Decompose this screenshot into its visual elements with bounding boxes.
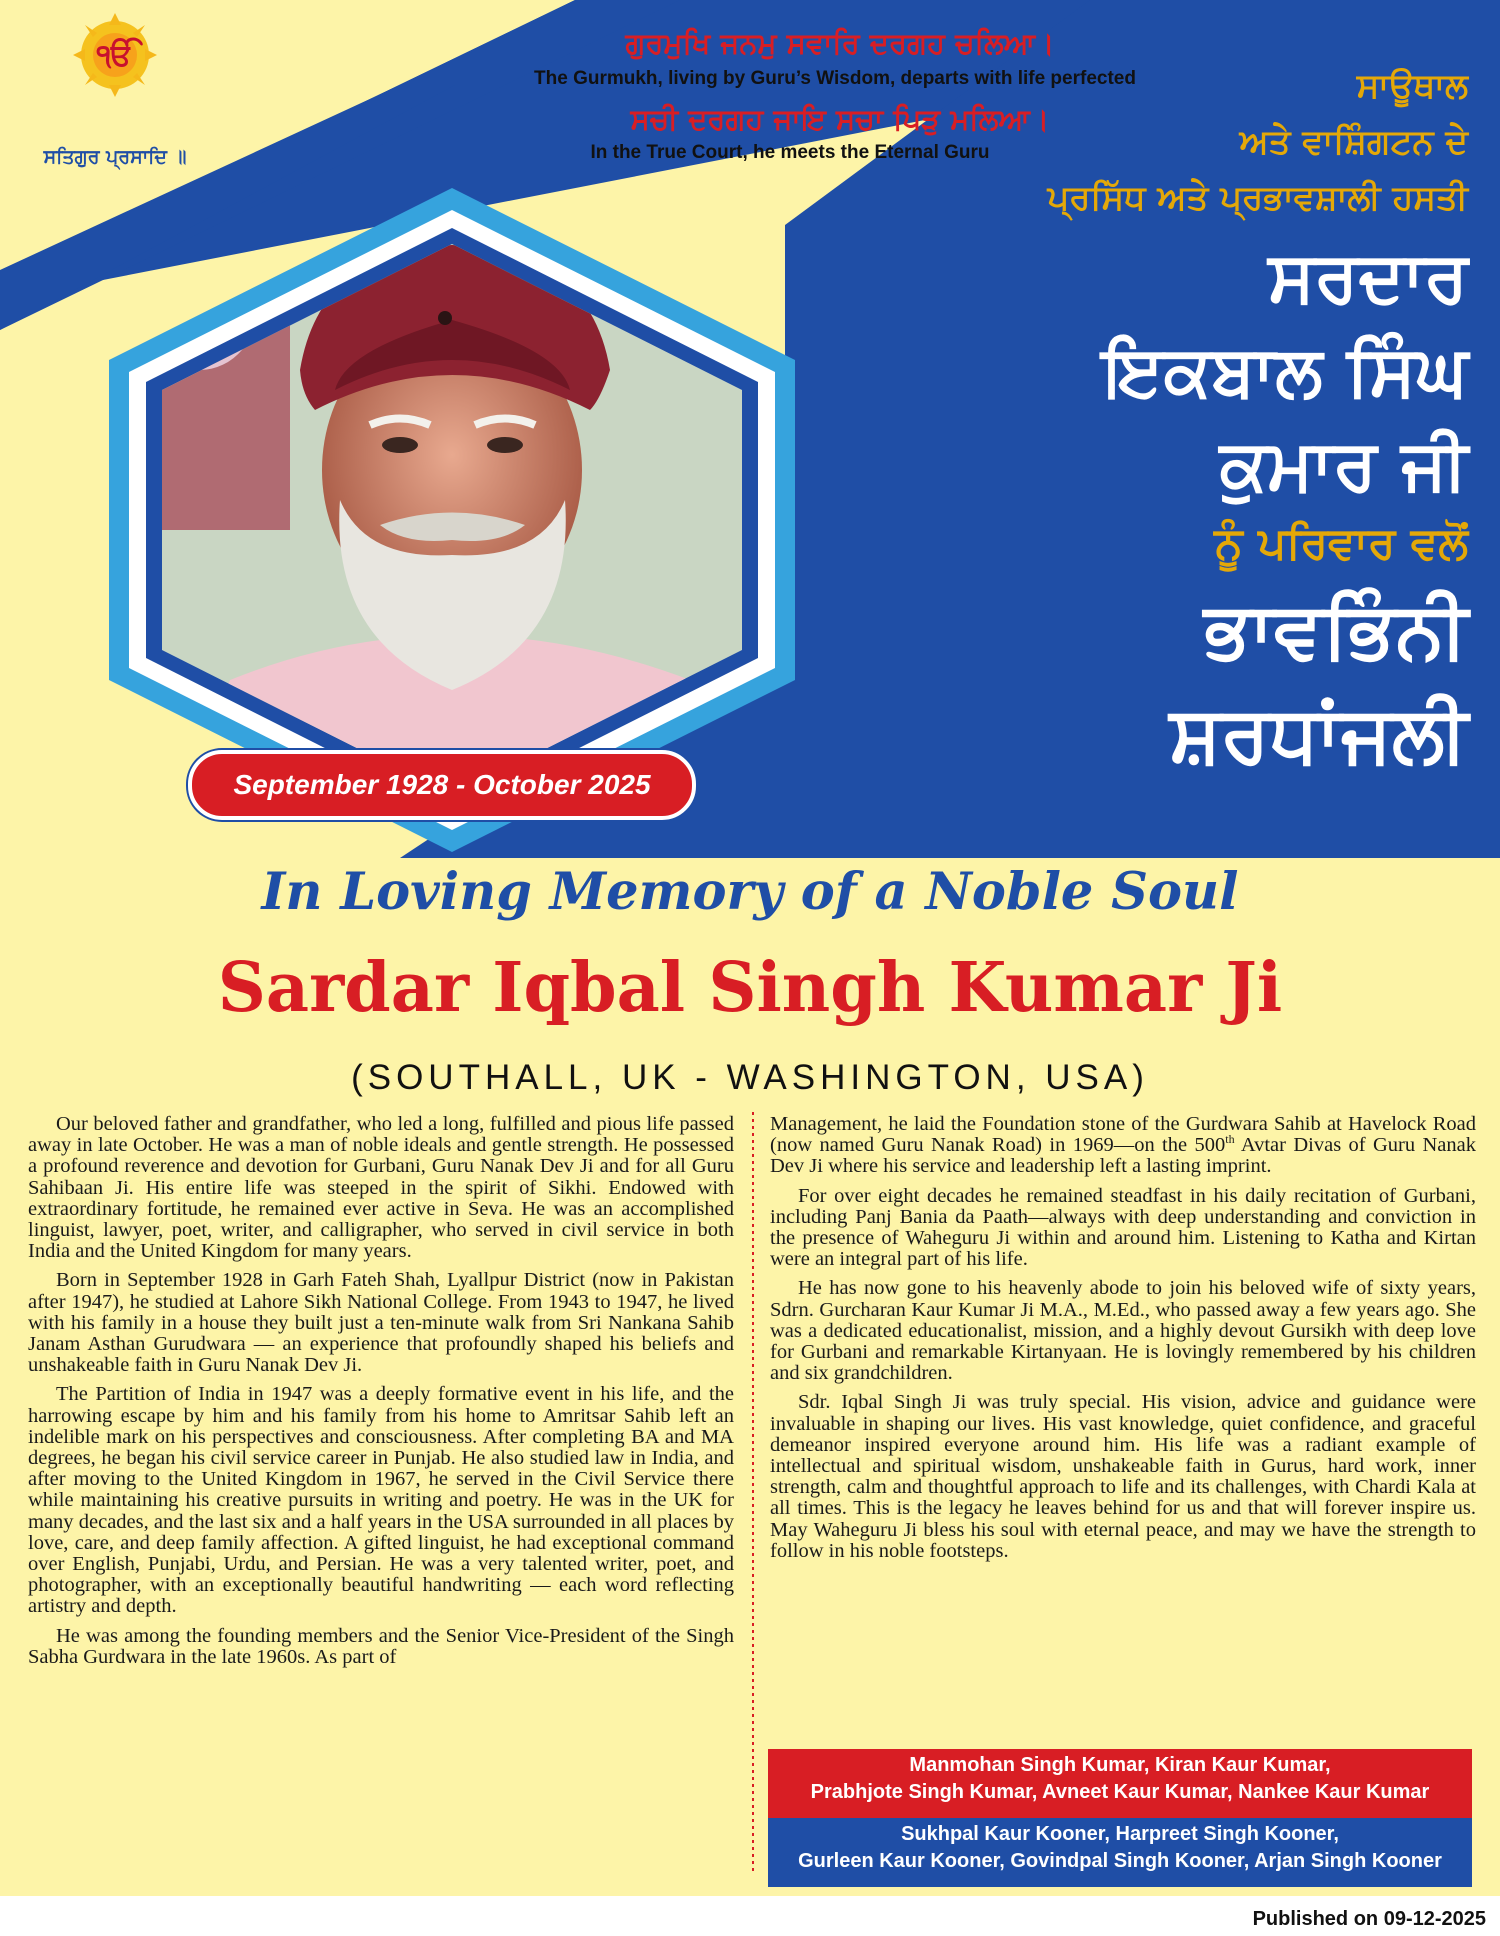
- memory-heading: In Loving Memory of a Noble Soul: [261, 862, 1239, 922]
- name-punjabi-3: ਕੁਮਾਰ ਜੀ: [1219, 424, 1468, 506]
- paragraph: Sdr. Iqbal Singh Ji was truly special. His vision, advice and guidance were invaluable in shaping our lives. His vast knowledge, quiet confidence, and graceful demeanor inspired everyone around him. His life was a radiant example of intellectual and spiritual wisdom, unshakeable faith in Gurus, hard work, inner strength, calm and thoughtful approach to life and its challenges, with Chardi Kala at all times. This is the legacy he leaves behind for us and that will forever inspire us. May Waheguru Ji bless his soul with eternal peace, and may we have the strength to follow in his noble footsteps.: [770, 1391, 1476, 1562]
- khanda-emblem: [73, 13, 157, 97]
- family-red-line-1: Manmohan Singh Kumar, Kiran Kaur Kumar,: [909, 1754, 1331, 1776]
- family-box-blue: [768, 1818, 1472, 1887]
- location-heading: (SOUTHALL, UK - WASHINGTON, USA): [351, 1058, 1149, 1097]
- paragraph: For over eight decades he remained steadfast in his daily recitation of Gurbani, including Panj Bania da Paath—always with deep understanding and conviction in the presence of Waheguru Ji within and around him. Listening to Katha and Kirtan were an integral part of his life.: [770, 1184, 1476, 1271]
- name-punjabi-2: ਇਕਬਾਲ ਸਿੰਘ: [1102, 330, 1468, 412]
- paragraph: Our beloved father and grandfather, who led a long, fulfilled and pious life passed away in late October. He was a man of noble ideals and gentle strength. He possessed a profound reverence and devotion for Gurbani, Guru Nanak Dev Ji and for all Guru Sahibaan Ji. His entire life was steeped in the spirit of Sikhi. Endowed with extraordinary fortitude, he remained ever active in Seva. He was an accomplished linguist, lawyer, poet, writer, and calligrapher, who served in civil service in both India and the United Kingdom for many years.: [28, 1113, 734, 1263]
- family-blue-line-1: Sukhpal Kaur Kooner, Harpreet Singh Kooner,: [901, 1823, 1339, 1845]
- emblem-caption: ਸਤਿਗੁਰ ਪ੍ਰਸਾਦਿ ॥: [43, 146, 187, 168]
- name-heading: Sardar Iqbal Singh Kumar Ji: [217, 948, 1283, 1028]
- shabad-line-1: ਗੁਰਮੁਖਿ ਜਨਮੁ ਸਵਾਰਿ ਦਰਗਹ ਚਲਿਆ।: [625, 26, 1055, 60]
- tribute-line-4: ਨੂੰ ਪਰਿਵਾਰ ਵਲੋਂ: [1214, 518, 1468, 569]
- published-date: Published on 09-12-2025: [1252, 1908, 1486, 1930]
- paragraph: He was among the founding members and the Senior Vice-President of the Singh Sabha Gurdwara in the late 1960s. As part of: [28, 1624, 734, 1668]
- tribute-punjabi-2: ਸ਼ਰਧਾਂਜਲੀ: [1169, 690, 1468, 780]
- paragraph: Management, he laid the Foundation stone of the Gurdwara Sahib at Havelock Road (now named Guru Nanak Road) in 1969—on the 500th Avtar Divas of Guru Nanak Dev Ji where his service and leadership left a lasting imprint.: [770, 1113, 1477, 1178]
- shabad-line-2: ਸਚੀ ਦਰਗਹ ਜਾਇ ਸਚਾ ਪਿੜੁ ਮਲਿਆ।: [630, 102, 1050, 136]
- tribute-line-2: ਅਤੇ ਵਾਸ਼ਿੰਗਟਨ ਦੇ: [1239, 122, 1468, 162]
- ordinal-suffix: th: [1225, 1132, 1235, 1147]
- family-blue-line-2: Gurleen Kaur Kooner, Govindpal Singh Kooner, Arjan Singh Kooner: [798, 1850, 1442, 1872]
- paragraph: He has now gone to his heavenly abode to join his beloved wife of sixty years, Sdrn. Gurcharan Kaur Kumar Ji M.A., M.Ed., who passed away a few years ago. She was a dedicated educationalist, mission, and a highly devout Gursikh with deep love for Gurbani and remarkable Kirtanyaan. He is lovingly remembered by his children and six grandchildren.: [770, 1277, 1476, 1385]
- body-left-column: [28, 1114, 734, 1676]
- translation-line-2: In the True Court, he meets the Eternal Guru: [590, 142, 990, 163]
- body-right-column: [770, 1114, 1476, 1570]
- tribute-punjabi-1: ਭਾਵਭਿੰਨੀ: [1203, 586, 1468, 676]
- family-red-line-2: Prabhjote Singh Kumar, Avneet Kaur Kumar, Nankee Kaur Kumar: [810, 1781, 1430, 1803]
- name-punjabi-1: ਸਰਦਾਰ: [1268, 236, 1468, 318]
- translation-line-1: The Gurmukh, living by Guru’s Wisdom, departs with life perfected: [534, 68, 1136, 89]
- family-box-red: [768, 1749, 1472, 1818]
- dates-text: September 1928 - October 2025: [233, 769, 651, 800]
- svg-text:ੴ: ੴ: [96, 38, 134, 73]
- paragraph: Born in September 1928 in Garh Fateh Shah, Lyallpur District (now in Pakistan after 1947), he studied at Lahore Sikh National College. From 1943 to 1947, he lived with his family in a house they built just a ten-minute walk from Sri Nankana Sahib Janam Asthan Gurudwara — an experience that profoundly shaped his beliefs and unshakeable faith in Guru Nanak Dev Ji.: [28, 1269, 734, 1377]
- paragraph: The Partition of India in 1947 was a deeply formative event in his life, and the harrowing escape by him and his family from his home to Amritsar Sahib left an indelible mark on his perspectives and consciousness. After completing BA and MA degrees, he began his civil service career in Punjab. He also studied law in India, and after moving to the United Kingdom in 1967, he served in the Civil Service there while maintaining his creative pursuits in writing and poetry. He was in the UK for many decades, and the last six and a half years in the USA surrounded in all places by love, care, and deep family affection. A gifted linguist, he had exceptional command over English, Punjabi, Urdu, and Persian. He was a very talented writer, poet, and photographer, with an exceptionally beautiful handwriting — each word reflecting artistry and depth.: [28, 1383, 734, 1618]
- tribute-line-1: ਸਾਊਥਾਲ: [1356, 66, 1468, 106]
- tribute-line-3: ਪ੍ਰਸਿੱਧ ਅਤੇ ਪ੍ਰਭਾਵਸ਼ਾਲੀ ਹਸਤੀ: [1047, 178, 1468, 218]
- dates-badge: [188, 750, 696, 820]
